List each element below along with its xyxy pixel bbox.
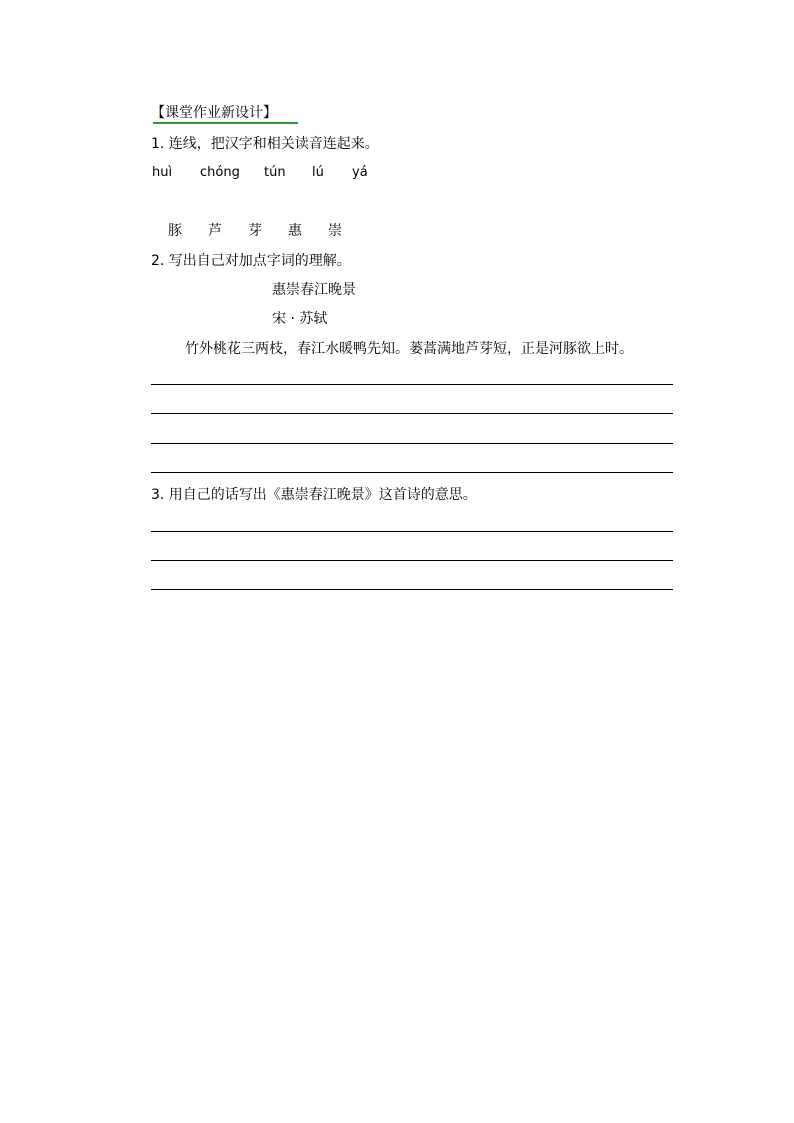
answer-line[interactable] [151,384,673,385]
poem-title: 惠崇春江晚景 [272,282,356,298]
section-title: 【课堂作业新设计】 [151,105,277,121]
poem-text: 竹外桃花三两枝，春江水暖鸭先知。蒌蒿满地芦芽短，正是河豚欲上时。 [185,341,633,357]
pinyin-item: chóng [200,165,240,180]
pinyin-item: lú [312,165,324,180]
section-title-underline [153,122,298,124]
char-item: 豚 [168,223,182,239]
question-2-prompt: 2. 写出自己对加点字词的理解。 [151,253,351,269]
answer-line[interactable] [151,443,673,444]
char-item: 惠 [288,223,302,239]
answer-line[interactable] [151,560,673,561]
answer-line[interactable] [151,472,673,473]
char-item: 芦 [208,223,222,239]
answer-line[interactable] [151,413,673,414]
char-item: 崇 [328,223,342,239]
question-1-prompt: 1. 连线，把汉字和相关读音连起来。 [151,136,379,152]
pinyin-item: huì [152,165,173,180]
answer-line[interactable] [151,531,673,532]
question-3-prompt: 3. 用自己的话写出《惠崇春江晚景》这首诗的意思。 [151,487,477,503]
pinyin-item: yá [352,165,368,180]
answer-line[interactable] [151,589,673,590]
poem-author: 宋 · 苏轼 [272,311,328,327]
pinyin-item: tún [264,165,286,180]
char-item: 芽 [248,223,262,239]
